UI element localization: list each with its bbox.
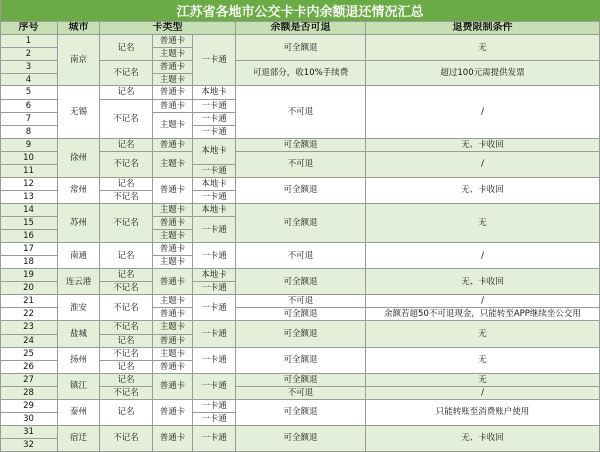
refund-status: 可全额退 bbox=[236, 308, 366, 321]
refund-condition: 只能转账至消费账户使用 bbox=[366, 400, 600, 426]
refund-status: 不可退 bbox=[236, 86, 366, 138]
row-number: 26 bbox=[0, 361, 58, 374]
refund-condition: 余额若超50不可退现金，只能转至APP继续坐公交用 bbox=[366, 308, 600, 321]
row-number: 6 bbox=[0, 100, 58, 113]
card-scope: 本地卡 bbox=[193, 204, 236, 217]
registration-type: 记名 bbox=[100, 178, 153, 191]
card-scope: 一卡通 bbox=[193, 113, 236, 126]
header-seq: 序号 bbox=[0, 22, 58, 35]
refund-condition: / bbox=[366, 295, 600, 308]
refund-status: 可全额退 bbox=[236, 35, 366, 61]
refund-status: 可退部分，收10%手续费 bbox=[236, 61, 366, 86]
card-scope: 一卡通 bbox=[193, 126, 236, 139]
city-name: 苏州 bbox=[58, 204, 100, 243]
registration-type: 不记名 bbox=[100, 348, 153, 361]
card-scope: 一卡通 bbox=[193, 165, 236, 178]
city-name: 徐州 bbox=[58, 139, 100, 178]
row-number: 31 bbox=[0, 426, 58, 439]
registration-type: 记名 bbox=[100, 374, 153, 387]
refund-status: 可全额退 bbox=[236, 348, 366, 374]
card-kind: 普通卡 bbox=[153, 86, 193, 99]
card-scope: 一卡通 bbox=[193, 35, 236, 86]
refund-status: 不可退 bbox=[236, 152, 366, 178]
registration-type: 不记名 bbox=[100, 426, 153, 452]
refund-status: 可全额退 bbox=[236, 139, 366, 152]
refund-condition: 无 bbox=[366, 321, 600, 347]
card-kind: 普通卡 bbox=[153, 100, 193, 113]
registration-type: 不记名 bbox=[100, 295, 153, 321]
refund-status: 不可退 bbox=[236, 387, 366, 400]
row-number: 12 bbox=[0, 178, 58, 191]
row-number: 23 bbox=[0, 321, 58, 334]
registration-type: 记名 bbox=[100, 361, 153, 374]
card-kind: 普通卡 bbox=[153, 374, 193, 400]
registration-type: 不记名 bbox=[100, 321, 153, 334]
refund-condition: 无、卡收回 bbox=[366, 269, 600, 295]
refund-status: 可全额退 bbox=[236, 426, 366, 452]
card-scope: 一卡通 bbox=[193, 400, 236, 413]
row-number: 28 bbox=[0, 387, 58, 400]
row-number: 22 bbox=[0, 308, 58, 321]
header-conditions: 退费限制条件 bbox=[366, 22, 600, 35]
row-number: 16 bbox=[0, 230, 58, 243]
card-kind: 普通卡 bbox=[153, 269, 193, 295]
header-refundable: 余额是否可退 bbox=[236, 22, 366, 35]
refund-condition: 无 bbox=[366, 204, 600, 243]
card-kind: 普通卡 bbox=[153, 308, 193, 321]
card-kind: 主题卡 bbox=[153, 321, 193, 334]
registration-type: 不记名 bbox=[100, 387, 153, 400]
refund-status: 不可退 bbox=[236, 243, 366, 269]
card-kind: 普通卡 bbox=[153, 217, 193, 230]
registration-type: 不记名 bbox=[100, 100, 153, 139]
refund-status: 可全额退 bbox=[236, 178, 366, 204]
sheet-title: 江苏省各地市公交卡卡内余额退还情况汇总 bbox=[0, 0, 600, 22]
registration-type: 记名 bbox=[100, 243, 153, 269]
header-card-type: 卡类型 bbox=[100, 22, 236, 35]
city-name: 南通 bbox=[58, 243, 100, 269]
card-scope: 一卡通 bbox=[193, 348, 236, 374]
row-number: 29 bbox=[0, 400, 58, 413]
card-kind: 普通卡 bbox=[153, 361, 193, 374]
refund-status: 可全额退 bbox=[236, 204, 366, 243]
registration-type: 记名 bbox=[100, 139, 153, 152]
card-scope: 本地卡 bbox=[193, 178, 236, 191]
city-name: 镇江 bbox=[58, 374, 100, 400]
card-scope: 一卡通 bbox=[193, 295, 236, 321]
city-name: 泰州 bbox=[58, 400, 100, 426]
card-kind: 普通卡 bbox=[153, 426, 193, 452]
row-number: 9 bbox=[0, 139, 58, 152]
header-city: 城市 bbox=[58, 22, 100, 35]
row-number: 13 bbox=[0, 191, 58, 204]
row-number: 10 bbox=[0, 152, 58, 165]
city-name: 盐城 bbox=[58, 321, 100, 347]
row-number: 18 bbox=[0, 256, 58, 269]
row-number: 19 bbox=[0, 269, 58, 282]
card-scope: 一卡通 bbox=[193, 217, 236, 243]
registration-type: 不记名 bbox=[100, 282, 153, 295]
refund-condition: 无 bbox=[366, 374, 600, 387]
row-number: 4 bbox=[0, 74, 58, 86]
refund-condition: / bbox=[366, 387, 600, 400]
refund-condition: / bbox=[366, 152, 600, 178]
card-scope: 一卡通 bbox=[193, 243, 236, 269]
card-kind: 普通卡 bbox=[153, 61, 193, 74]
card-scope: 本地卡 bbox=[193, 86, 236, 99]
row-number: 15 bbox=[0, 217, 58, 230]
row-number: 3 bbox=[0, 61, 58, 74]
refund-condition: 无、卡收回 bbox=[366, 139, 600, 152]
registration-type: 记名 bbox=[100, 400, 153, 426]
row-number: 27 bbox=[0, 374, 58, 387]
refund-condition: 无 bbox=[366, 35, 600, 61]
registration-type: 不记名 bbox=[100, 152, 153, 178]
row-number: 25 bbox=[0, 348, 58, 361]
row-number: 21 bbox=[0, 295, 58, 308]
city-name: 扬州 bbox=[58, 348, 100, 374]
registration-type: 记名 bbox=[100, 335, 153, 348]
registration-type: 不记名 bbox=[100, 61, 153, 86]
card-kind: 主题卡 bbox=[153, 152, 193, 178]
card-kind: 主题卡 bbox=[153, 48, 193, 61]
city-name: 宿迁 bbox=[58, 426, 100, 452]
registration-type: 不记名 bbox=[100, 191, 153, 204]
refund-status: 可全额退 bbox=[236, 269, 366, 295]
row-number: 2 bbox=[0, 48, 58, 61]
city-name: 南京 bbox=[58, 35, 100, 86]
refund-status: 可全额退 bbox=[236, 321, 366, 347]
row-number: 24 bbox=[0, 335, 58, 348]
card-scope: 一卡通 bbox=[193, 374, 236, 400]
city-name: 淮安 bbox=[58, 295, 100, 321]
card-scope: 一卡通 bbox=[193, 191, 236, 204]
row-number: 1 bbox=[0, 35, 58, 48]
card-kind: 主题卡 bbox=[153, 295, 193, 308]
registration-type: 记名 bbox=[100, 35, 153, 61]
refund-condition: / bbox=[366, 243, 600, 269]
refund-status: 可全额退 bbox=[236, 400, 366, 426]
card-kind: 主题卡 bbox=[153, 74, 193, 86]
card-kind: 主题卡 bbox=[153, 204, 193, 217]
registration-type: 记名 bbox=[100, 86, 153, 99]
row-number: 14 bbox=[0, 204, 58, 217]
card-scope: 一卡通 bbox=[193, 413, 236, 426]
card-scope: 一卡通 bbox=[193, 282, 236, 295]
card-kind: 普通卡 bbox=[153, 35, 193, 48]
card-kind: 普通卡 bbox=[153, 139, 193, 152]
card-kind: 主题卡 bbox=[153, 348, 193, 361]
card-kind: 普通卡 bbox=[153, 178, 193, 204]
refund-status: 可全额退 bbox=[236, 374, 366, 387]
refund-condition: 无、卡收回 bbox=[366, 426, 600, 452]
card-kind: 普通卡 bbox=[153, 400, 193, 426]
row-number: 7 bbox=[0, 113, 58, 126]
registration-type: 记名 bbox=[100, 269, 153, 282]
card-kind: 主题卡 bbox=[153, 256, 193, 269]
refund-condition: / bbox=[366, 86, 600, 138]
row-number: 8 bbox=[0, 126, 58, 139]
row-number: 17 bbox=[0, 243, 58, 256]
refund-condition: 无 bbox=[366, 348, 600, 374]
row-number: 5 bbox=[0, 86, 58, 99]
city-name: 常州 bbox=[58, 178, 100, 204]
card-kind: 普通卡 bbox=[153, 243, 193, 256]
card-scope: 本地卡 bbox=[193, 139, 236, 165]
card-scope: 一卡通 bbox=[193, 100, 236, 113]
refund-condition: 超过100元需提供发票 bbox=[366, 61, 600, 86]
row-number: 11 bbox=[0, 165, 58, 178]
row-number: 30 bbox=[0, 413, 58, 426]
row-number: 20 bbox=[0, 282, 58, 295]
registration-type: 不记名 bbox=[100, 204, 153, 243]
card-kind: 主题卡 bbox=[153, 113, 193, 139]
card-kind: 普通卡 bbox=[153, 335, 193, 348]
refund-condition: 无、卡收回 bbox=[366, 178, 600, 204]
row-number: 32 bbox=[0, 439, 58, 452]
card-scope: 一卡通 bbox=[193, 321, 236, 347]
card-kind: 主题卡 bbox=[153, 230, 193, 243]
city-name: 无锡 bbox=[58, 86, 100, 138]
card-scope: 一卡通 bbox=[193, 426, 236, 452]
refund-status: 不可退 bbox=[236, 295, 366, 308]
city-name: 连云港 bbox=[58, 269, 100, 295]
card-scope: 本地卡 bbox=[193, 269, 236, 282]
